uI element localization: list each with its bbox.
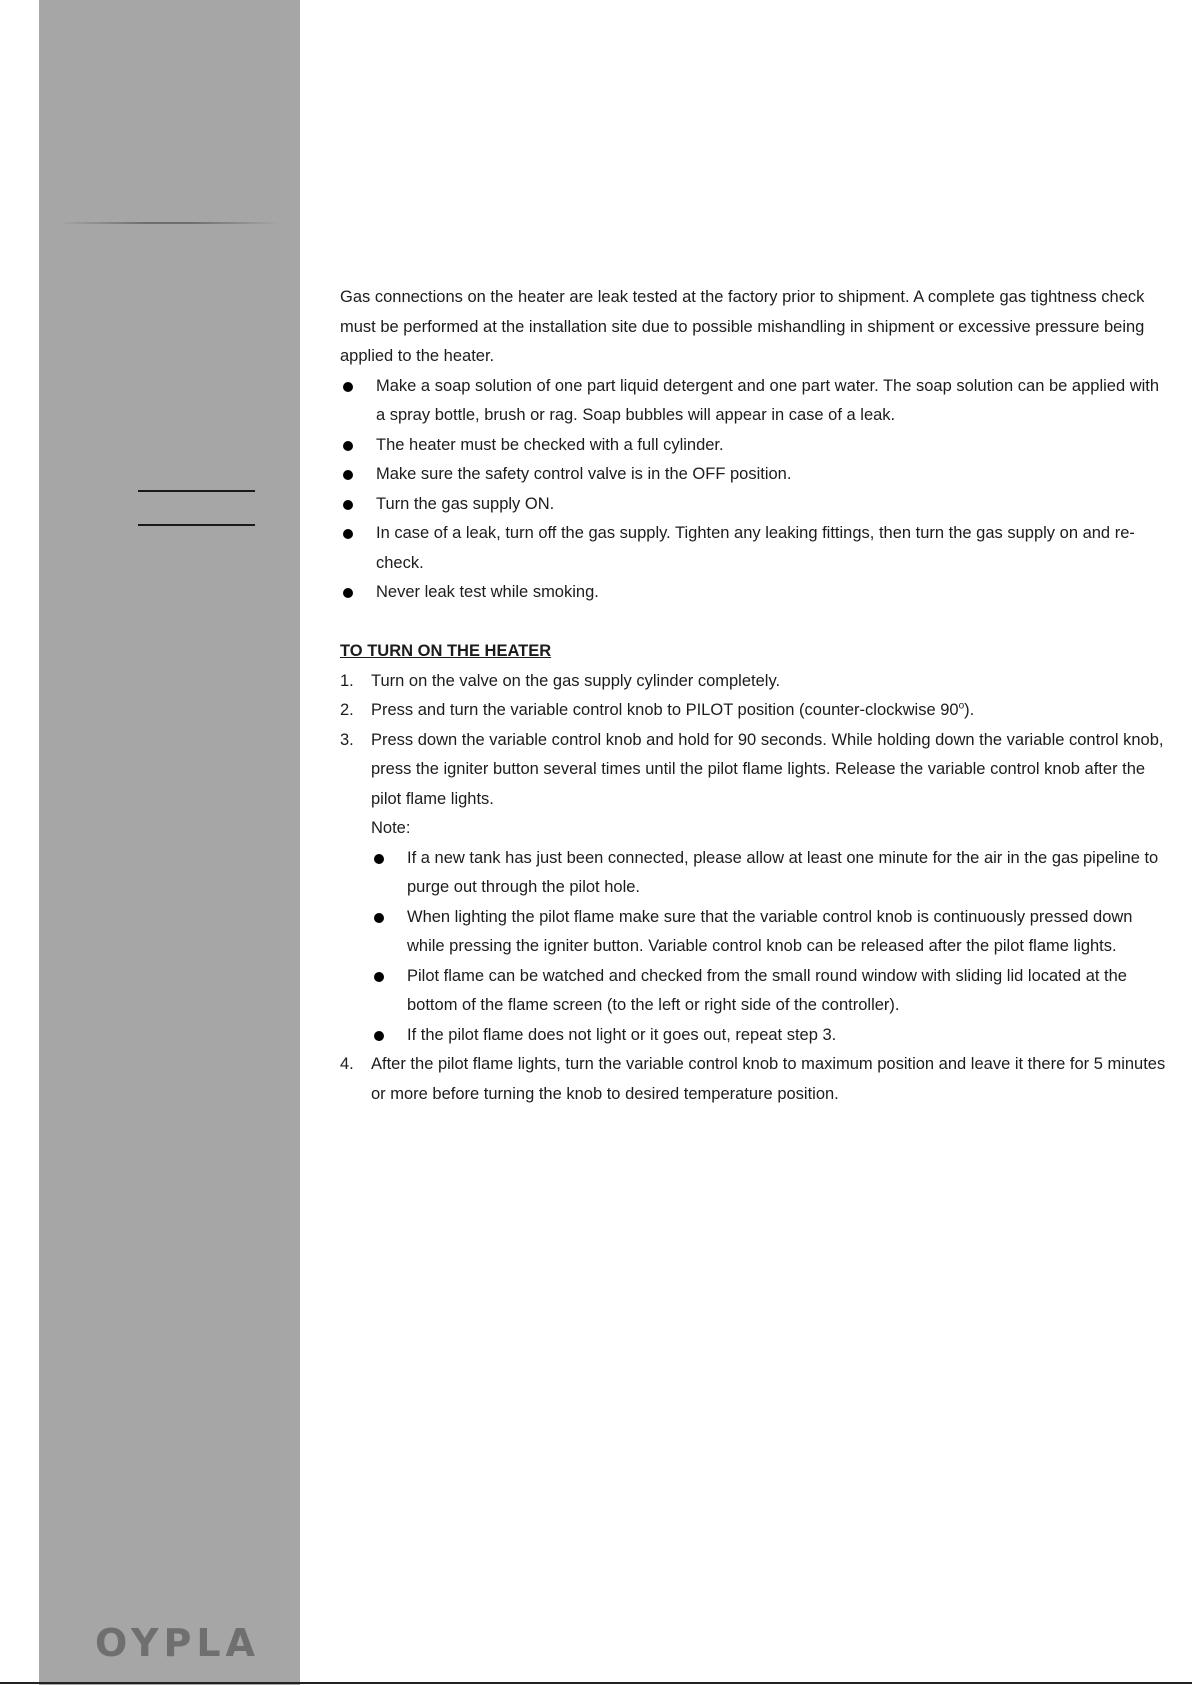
step-number: 3. bbox=[340, 730, 354, 749]
page-bottom-rule bbox=[0, 1682, 1192, 1684]
step-number: 1. bbox=[340, 671, 354, 690]
list-item: Make sure the safety control valve is in the OFF position. bbox=[340, 460, 1170, 490]
step-number: 2. bbox=[340, 701, 354, 719]
step-text-end: ). bbox=[964, 701, 975, 719]
turn-on-steps bbox=[340, 667, 1170, 1110]
intro-paragraph: Gas connections on the heater are leak tested at the factory prior to shipment. A complete gas tightness check must be performed at the installation site due to possible mishandling in shipment or excessive pressure being applied to the heater. bbox=[340, 288, 1145, 365]
list-item: In case of a leak, turn off the gas supply. Tighten any leaking fittings, then turn the gas supply on and re-check. bbox=[340, 519, 1170, 578]
step-item bbox=[340, 1050, 1170, 1109]
sidebar-panel bbox=[39, 0, 300, 1685]
note-item: If the pilot flame does not light or it goes out, repeat step 3. bbox=[371, 1021, 1170, 1051]
list-item: The heater must be checked with a full cylinder. bbox=[340, 431, 1170, 461]
section-title: TO TURN ON THE HEATER bbox=[340, 642, 552, 660]
step-item bbox=[340, 696, 1170, 726]
note-list bbox=[371, 844, 1170, 1051]
note-item: If a new tank has just been connected, please allow at least one minute for the air in the gas pipeline to purge out through the pilot hole. bbox=[371, 844, 1170, 903]
note-item: When lighting the pilot flame make sure that the variable control knob is continuously pressed down while pressing the igniter button. Variable control knob can be released after the pilot flame lights. bbox=[371, 903, 1170, 962]
note-item: Pilot flame can be watched and checked from the small round window with sliding lid located at the bottom of the flame screen (to the left or right side of the controller). bbox=[371, 962, 1170, 1021]
degree-superscript: o bbox=[958, 700, 965, 712]
sidebar-rule-1 bbox=[138, 490, 255, 492]
note-label: Note: bbox=[371, 819, 411, 837]
step-text: Turn on the valve on the gas supply cylinder completely. bbox=[371, 671, 781, 690]
sidebar-rule-2 bbox=[138, 524, 255, 526]
step-text: After the pilot flame lights, turn the variable control knob to maximum position and leave it there for 5 minutes or more before turning the knob to desired temperature position. bbox=[371, 1055, 1166, 1103]
sidebar-divider-top bbox=[59, 222, 279, 224]
step-item bbox=[340, 726, 1170, 1051]
brand-logo: OYPLA bbox=[95, 1621, 260, 1665]
step-text: Press and turn the variable control knob to PILOT position (counter-clockwise 90 bbox=[371, 701, 959, 719]
page-content bbox=[340, 283, 1170, 1109]
list-item: Never leak test while smoking. bbox=[340, 578, 1170, 608]
list-item: Turn the gas supply ON. bbox=[340, 490, 1170, 520]
step-text: Press down the variable control knob and hold for 90 seconds. While holding down the variable control knob, press the igniter button several times until the pilot flame lights. Release the variable control knob after the pilot flame lights. bbox=[371, 730, 1164, 808]
step-number: 4. bbox=[340, 1055, 354, 1073]
list-item: Make a soap solution of one part liquid detergent and one part water. The soap solution can be applied with a spray bottle, brush or rag. Soap bubbles will appear in case of a leak. bbox=[340, 372, 1170, 431]
step-item bbox=[340, 667, 1170, 697]
leak-check-list bbox=[340, 372, 1170, 608]
